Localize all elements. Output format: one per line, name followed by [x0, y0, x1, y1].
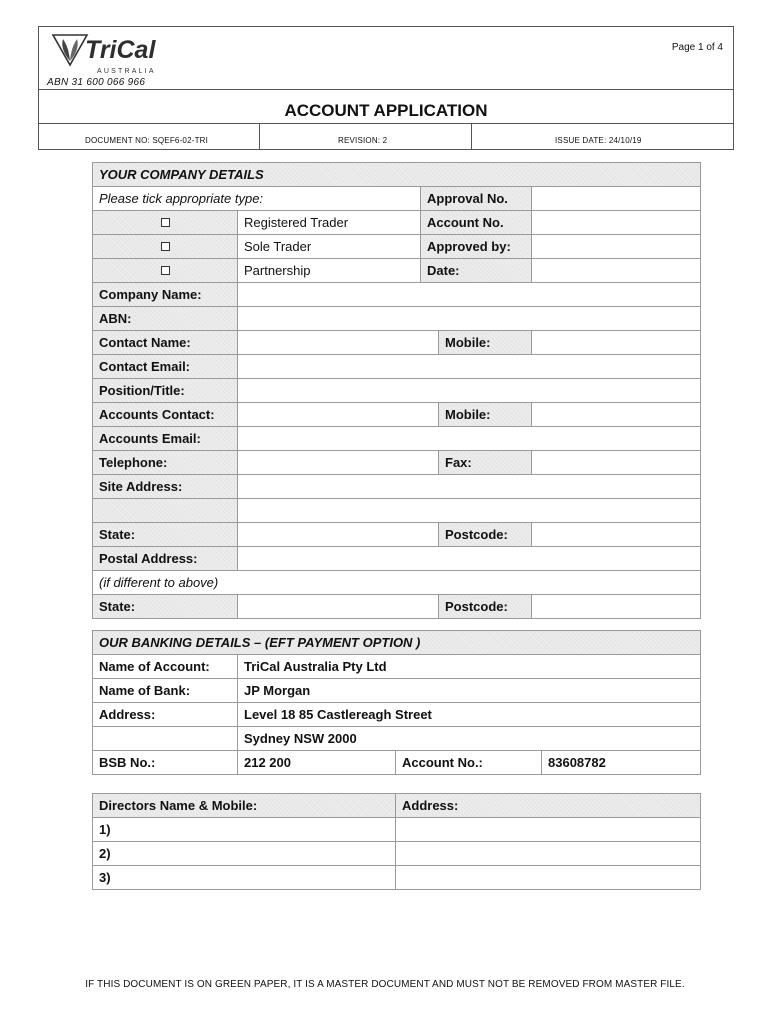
issue-date: ISSUE DATE: 24/10/19: [555, 136, 642, 145]
director-2-address-field[interactable]: [396, 842, 701, 866]
revision: REVISION: 2: [338, 136, 388, 145]
site-address-field[interactable]: [238, 475, 701, 499]
account-no-label: Account No.: [421, 211, 532, 235]
type-label: Partnership: [238, 259, 421, 283]
checkbox-icon: [161, 218, 170, 227]
accounts-contact-label: Accounts Contact:: [93, 403, 238, 427]
state-label: State:: [93, 595, 238, 619]
state-label: State:: [93, 523, 238, 547]
mobile-label: Mobile:: [439, 403, 532, 427]
divider: [39, 123, 733, 124]
contact-name-label: Contact Name:: [93, 331, 238, 355]
divider: [259, 123, 260, 149]
document-title: ACCOUNT APPLICATION: [284, 101, 488, 120]
divider: [39, 89, 733, 90]
bsb-label: BSB No.:: [93, 751, 238, 775]
type-label: Sole Trader: [238, 235, 421, 259]
sole-trader-checkbox[interactable]: [93, 235, 238, 259]
bank-address-spacer: [93, 727, 238, 751]
accounts-mobile-field[interactable]: [532, 403, 701, 427]
postal-state-field[interactable]: [238, 595, 439, 619]
bsb-value: 212 200: [238, 751, 396, 775]
abn-label: ABN:: [93, 307, 238, 331]
fax-field[interactable]: [532, 451, 701, 475]
document-header: [38, 26, 734, 150]
checkbox-icon: [161, 242, 170, 251]
tick-prompt: Please tick appropriate type:: [93, 187, 421, 211]
page-number: Page 1 of 4: [671, 42, 723, 53]
contact-mobile-field[interactable]: [532, 331, 701, 355]
site-postcode-field[interactable]: [532, 523, 701, 547]
postal-postcode-field[interactable]: [532, 595, 701, 619]
site-address-spacer: [93, 499, 238, 523]
logo-wordmark: TriCal: [85, 36, 156, 64]
date-field[interactable]: [532, 259, 701, 283]
contact-name-field[interactable]: [238, 331, 439, 355]
name-of-bank-value: JP Morgan: [238, 679, 701, 703]
directors-name-mobile-label: Directors Name & Mobile:: [93, 794, 396, 818]
document-number: DOCUMENT NO: SQEF6-02-TRI: [85, 136, 209, 145]
company-name-label: Company Name:: [93, 283, 238, 307]
partnership-checkbox[interactable]: [93, 259, 238, 283]
name-of-bank-label: Name of Bank:: [93, 679, 238, 703]
section-title: OUR BANKING DETAILS – (EFT PAYMENT OPTION ): [93, 631, 701, 655]
logo-subtitle: AUSTRALIA: [97, 68, 156, 75]
approved-by-field[interactable]: [532, 235, 701, 259]
abn-field[interactable]: [238, 307, 701, 331]
directors-address-label: Address:: [396, 794, 701, 818]
bank-address-label: Address:: [93, 703, 238, 727]
bank-address-line2: Sydney NSW 2000: [238, 727, 701, 751]
site-state-field[interactable]: [238, 523, 439, 547]
bank-address-line1: Level 18 85 Castlereagh Street: [238, 703, 701, 727]
approval-no-field[interactable]: [532, 187, 701, 211]
account-no-value: 83608782: [542, 751, 701, 775]
director-3-field[interactable]: 3): [93, 866, 396, 890]
directors-table: [92, 793, 701, 890]
postal-address-label: Postal Address:: [93, 547, 238, 571]
logo-triangle-icon: [53, 35, 87, 65]
postcode-label: Postcode:: [439, 523, 532, 547]
site-address-line2-field[interactable]: [238, 499, 701, 523]
banking-details-table: [92, 630, 701, 775]
approved-by-label: Approved by:: [421, 235, 532, 259]
trical-logo: [51, 31, 161, 77]
name-of-account-value: TriCal Australia Pty Ltd: [238, 655, 701, 679]
if-different-note[interactable]: (if different to above): [93, 571, 701, 595]
name-of-account-label: Name of Account:: [93, 655, 238, 679]
site-address-label: Site Address:: [93, 475, 238, 499]
account-no-label: Account No.:: [396, 751, 542, 775]
director-1-field[interactable]: 1): [93, 818, 396, 842]
footer-note: IF THIS DOCUMENT IS ON GREEN PAPER, IT IS A MASTER DOCUMENT AND MUST NOT BE REMOVED FROM MASTER FILE.: [85, 979, 685, 990]
accounts-contact-field[interactable]: [238, 403, 439, 427]
date-label: Date:: [421, 259, 532, 283]
position-title-field[interactable]: [238, 379, 701, 403]
contact-email-label: Contact Email:: [93, 355, 238, 379]
type-label: Registered Trader: [238, 211, 421, 235]
abn-number: ABN 31 600 066 966: [47, 77, 146, 88]
company-name-field[interactable]: [238, 283, 701, 307]
mobile-label: Mobile:: [439, 331, 532, 355]
checkbox-icon: [161, 266, 170, 275]
telephone-field[interactable]: [238, 451, 439, 475]
postal-address-field[interactable]: [238, 547, 701, 571]
director-2-field[interactable]: 2): [93, 842, 396, 866]
accounts-email-label: Accounts Email:: [93, 427, 238, 451]
section-title: YOUR COMPANY DETAILS: [93, 163, 701, 187]
telephone-label: Telephone:: [93, 451, 238, 475]
divider: [471, 123, 472, 149]
company-details-table: [92, 162, 701, 619]
accounts-email-field[interactable]: [238, 427, 701, 451]
approval-no-label: Approval No.: [421, 187, 532, 211]
position-title-label: Position/Title:: [93, 379, 238, 403]
postcode-label: Postcode:: [439, 595, 532, 619]
account-no-field[interactable]: [532, 211, 701, 235]
contact-email-field[interactable]: [238, 355, 701, 379]
fax-label: Fax:: [439, 451, 532, 475]
director-3-address-field[interactable]: [396, 866, 701, 890]
director-1-address-field[interactable]: [396, 818, 701, 842]
registered-trader-checkbox[interactable]: [93, 211, 238, 235]
